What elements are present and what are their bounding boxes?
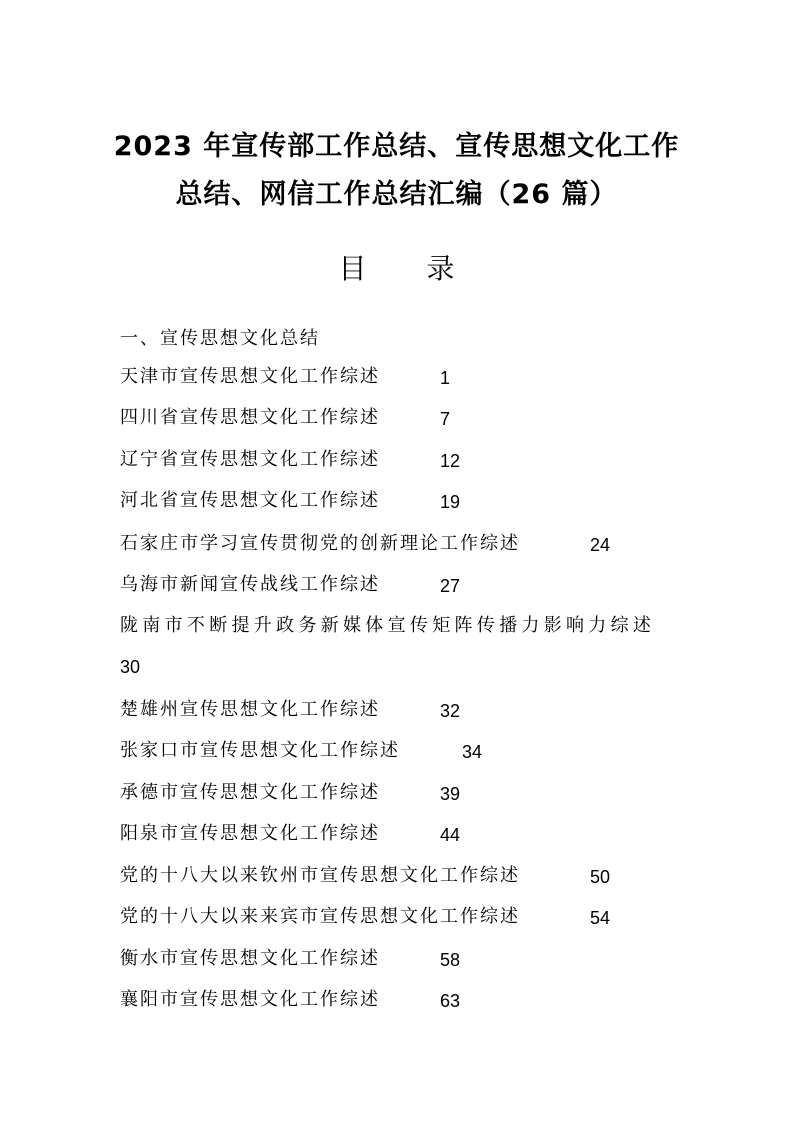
- toc-entry[interactable]: [120, 989, 461, 1011]
- toc-entry-title: 陇南市不断提升政务新媒体宣传矩阵传播力影响力综述: [120, 615, 656, 636]
- toc-entry-title: 阳泉市宣传思想文化工作综述: [120, 823, 380, 844]
- toc-entry-page: 54: [590, 908, 611, 928]
- toc-entry[interactable]: [120, 823, 461, 845]
- section-title: 一、宣传思想文化总结: [120, 328, 320, 349]
- toc-entry[interactable]: [120, 699, 461, 721]
- toc-entry-page: 1: [440, 368, 451, 388]
- toc-entry[interactable]: [120, 906, 611, 928]
- toc-entry-page: 27: [440, 576, 461, 596]
- toc-heading: 目录: [338, 252, 515, 285]
- toc-entry-page: 24: [590, 535, 611, 555]
- toc-entry[interactable]: [120, 366, 451, 388]
- toc-entry[interactable]: [120, 948, 461, 970]
- toc-entry-title: 乌海市新闻宣传战线工作综述: [120, 574, 380, 595]
- toc-entry[interactable]: [120, 490, 461, 512]
- toc-entry-page: 32: [440, 701, 461, 721]
- toc-entry-page: 50: [590, 867, 611, 887]
- toc-entry-title: 辽宁省宣传思想文化工作综述: [120, 449, 380, 470]
- toc-entry-title: 衡水市宣传思想文化工作综述: [120, 948, 380, 969]
- toc-entry-title: 党的十八大以来钦州市宣传思想文化工作综述: [120, 865, 520, 886]
- toc-entry-page: 19: [440, 492, 461, 512]
- toc-entry-title: 楚雄州宣传思想文化工作综述: [120, 699, 380, 720]
- toc-entry[interactable]: [120, 782, 461, 804]
- toc-entry-title: 承德市宣传思想文化工作综述: [120, 782, 380, 803]
- toc-entry-page: 34: [462, 742, 483, 762]
- toc-entry[interactable]: [120, 407, 451, 429]
- toc-entry[interactable]: [120, 533, 611, 555]
- toc-entry-title: 河北省宣传思想文化工作综述: [120, 490, 380, 511]
- toc-entry-title: 襄阳市宣传思想文化工作综述: [120, 989, 380, 1010]
- toc-entry-page: 7: [440, 409, 451, 429]
- toc-entry[interactable]: [120, 740, 483, 762]
- toc-entry-page: 30: [120, 657, 141, 677]
- toc-entry-title: 四川省宣传思想文化工作综述: [120, 407, 380, 428]
- document-title-line-2: 总结、网信工作总结汇编（26 篇）: [175, 179, 618, 210]
- toc-entry[interactable]: [120, 615, 655, 637]
- toc-entry-page: 12: [440, 451, 461, 471]
- toc-entry-title: 天津市宣传思想文化工作综述: [120, 366, 380, 387]
- toc-entry-title: 石家庄市学习宣传贯彻党的创新理论工作综述: [120, 533, 520, 554]
- toc-entry-title: 张家口市宣传思想文化工作综述: [120, 740, 400, 761]
- toc-entry[interactable]: [120, 865, 611, 887]
- toc-entry-title: 党的十八大以来来宾市宣传思想文化工作综述: [120, 906, 520, 927]
- document-title-line-1: 2023 年宣传部工作总结、宣传思想文化工作: [113, 131, 680, 162]
- toc-entry-page: 63: [440, 991, 461, 1011]
- toc-entry-page: 58: [440, 950, 461, 970]
- toc-entry[interactable]: [120, 574, 461, 596]
- toc-entry-page: 44: [440, 825, 461, 845]
- toc-entry-page: 39: [440, 784, 461, 804]
- toc-entry[interactable]: [120, 449, 461, 471]
